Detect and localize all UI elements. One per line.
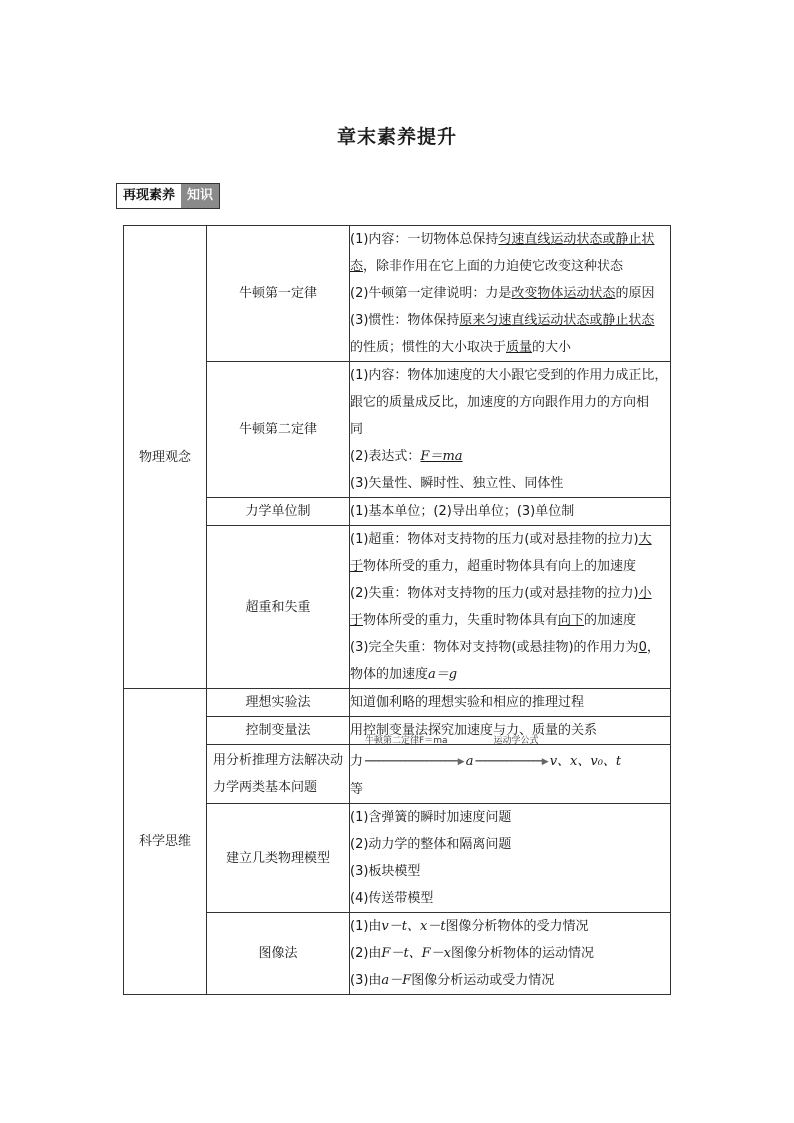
table-row xyxy=(124,804,671,913)
category-thinking: 科学思维 xyxy=(124,689,207,995)
item-ideal: 理想实验法 xyxy=(207,689,350,717)
table-row xyxy=(124,498,671,526)
content-weight: (1)超重：物体对支持物的压力(或对悬挂物的拉力)大 于物体所受的重力，超重时物体具有向上的加速度 (2)失重：物体对支持物的压力(或对悬挂物的拉力)小 于物体所受的重力，失重时物体具有向下的加速度 (3)完全失重：物体对支持物(或悬挂物)的作用力为0， 物体的加速度a＝g xyxy=(350,526,671,689)
badge-part1: 再现素养 xyxy=(117,184,181,208)
arrow-kinematics: 运动学公式 ━━━━━━━━━━━━━━━▶ xyxy=(475,736,548,767)
table-row xyxy=(124,745,671,804)
item-units: 力学单位制 xyxy=(207,498,350,526)
table-row xyxy=(124,362,671,498)
content-models: (1)含弹簧的瞬时加速度问题 (2)动力学的整体和隔离问题 (3)板块模型 (4)传送带模型 xyxy=(350,804,671,913)
item-newton2: 牛顿第二定律 xyxy=(207,362,350,498)
table-row xyxy=(124,913,671,995)
section-badge xyxy=(116,183,220,209)
item-graph: 图像法 xyxy=(207,913,350,995)
content-newton2: (1)内容：物体加速度的大小跟它受到的作用力成正比， 跟它的质量成反比，加速度的方向跟作用力的方向相 同 (2)表达式：F＝ma (3)矢量性、瞬时性、独立性、同体性 xyxy=(350,362,671,498)
content-units: (1)基本单位；(2)导出单位；(3)单位制 xyxy=(350,498,671,526)
table-row xyxy=(124,226,671,362)
summary-table xyxy=(123,225,671,995)
page-title: 章末素养提升 xyxy=(336,126,457,148)
content-newton1: (1)内容：一切物体总保持匀速直线运动状态或静止状 态，除非作用在它上面的力迫使它改变这种状态 (2)牛顿第一定律说明：力是改变物体运动状态的原因 (3)惯性：物体保持原来匀速直线运动状态或静止状态 的性质；惯性的大小取决于质量的大小 xyxy=(350,226,671,362)
table-row xyxy=(124,526,671,689)
category-physics: 物理观念 xyxy=(124,226,207,689)
item-analysis: 用分析推理方法解决动力学两类基本问题 xyxy=(207,745,350,804)
item-newton1: 牛顿第一定律 xyxy=(207,226,350,362)
badge-part2: 知识 xyxy=(181,184,219,208)
content-ideal: 知道伽利略的理想实验和相应的推理过程 xyxy=(350,689,671,717)
item-weight: 超重和失重 xyxy=(207,526,350,689)
content-analysis: 力 牛顿第二定律F＝ma ━━━━━━━━━━━━━━━━━━━━━▶ a 运动学公式 ━━━━━━━━━━━━━━━▶ v、x、v₀、t 等 xyxy=(350,745,671,804)
table-row xyxy=(124,689,671,717)
item-control: 控制变量法 xyxy=(207,717,350,745)
content-control: 用控制变量法探究加速度与力、质量的关系 xyxy=(350,717,671,745)
arrow-newton2: 牛顿第二定律F＝ma ━━━━━━━━━━━━━━━━━━━━━▶ xyxy=(365,736,464,767)
content-graph: (1)由v－t、x－t图像分析物体的受力情况 (2)由F－t、F－x图像分析物体的运动情况 (3)由a－F图像分析运动或受力情况 xyxy=(350,913,671,995)
item-models: 建立几类物理模型 xyxy=(207,804,350,913)
analysis-formula: 力 牛顿第二定律F＝ma ━━━━━━━━━━━━━━━━━━━━━▶ a 运动学公式 ━━━━━━━━━━━━━━━▶ v、x、v₀、t xyxy=(350,747,670,776)
